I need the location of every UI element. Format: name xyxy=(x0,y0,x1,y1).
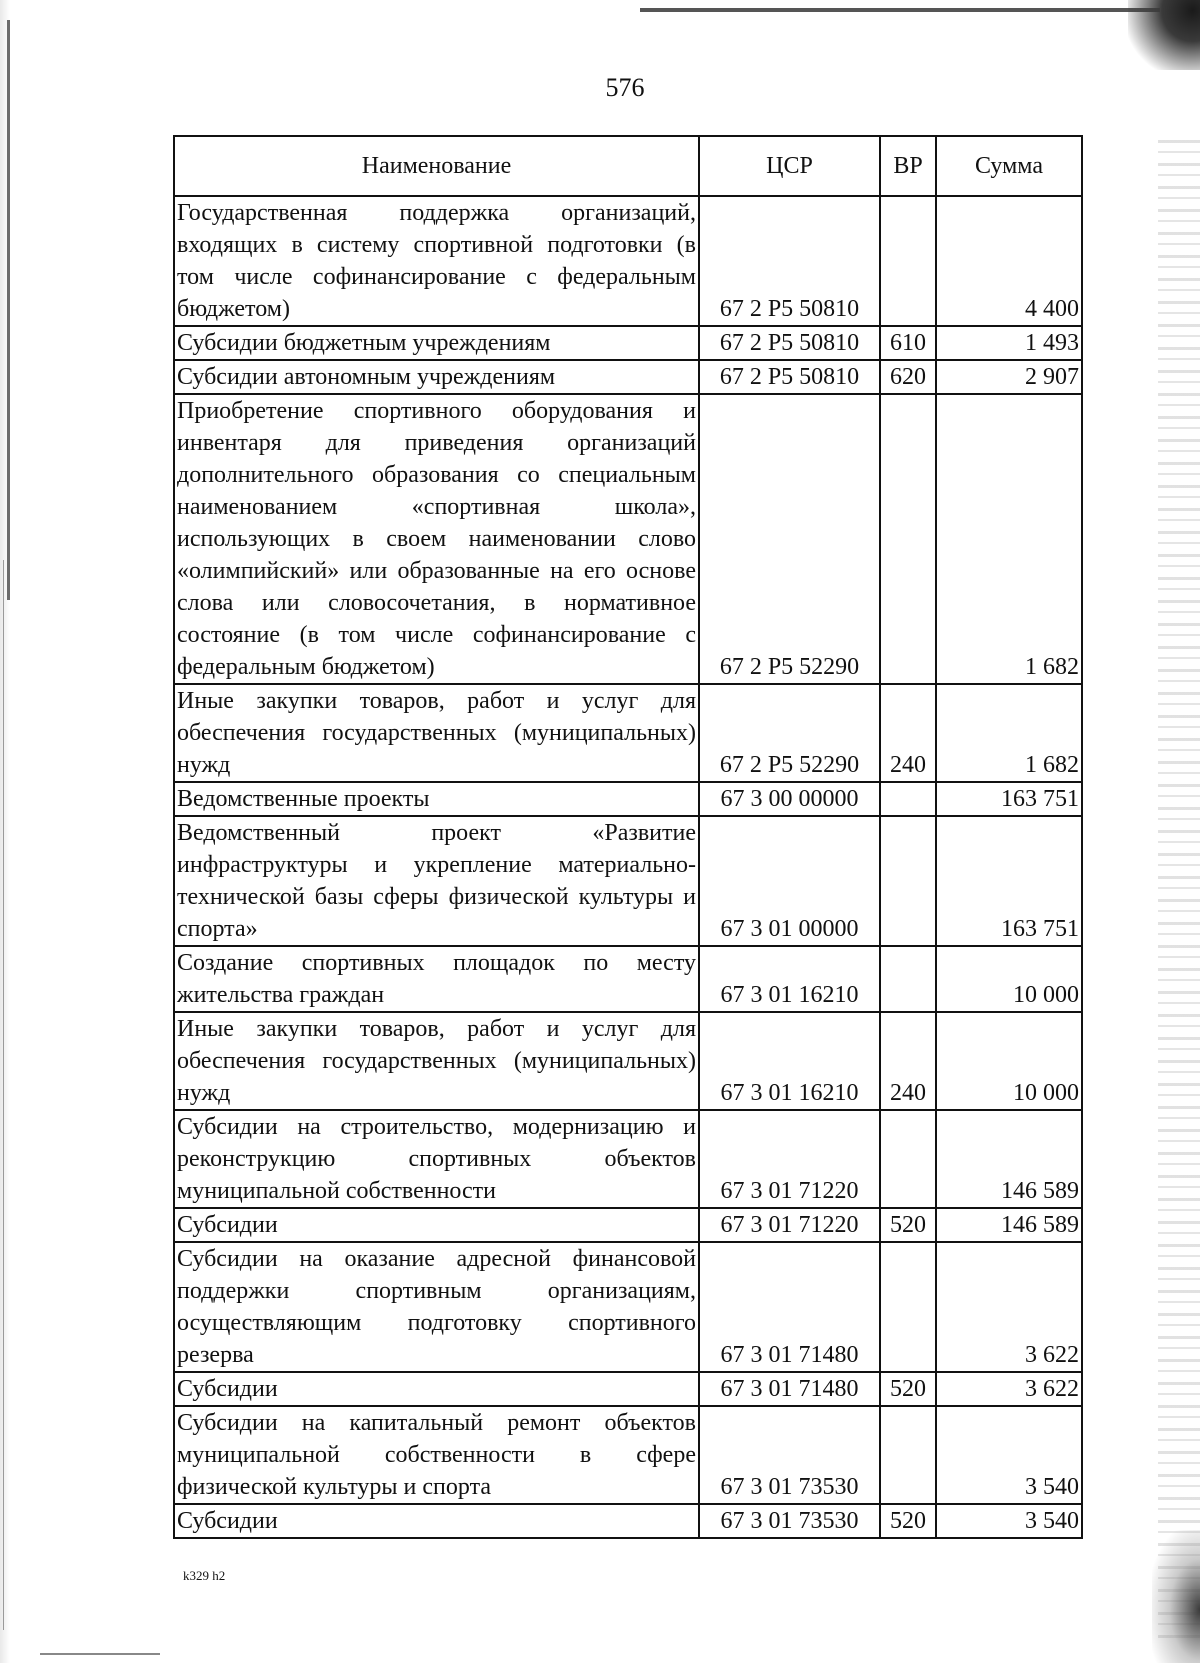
cell-csr: 67 3 01 00000 xyxy=(699,816,880,946)
header-vr: ВР xyxy=(880,136,936,196)
scan-bottom-mark xyxy=(40,1653,160,1655)
cell-sum: 3 622 xyxy=(936,1242,1082,1372)
cell-vr: 620 xyxy=(880,360,936,394)
cell-sum: 146 589 xyxy=(936,1110,1082,1208)
cell-csr: 67 2 P5 50810 xyxy=(699,196,880,326)
table-row xyxy=(174,1406,1082,1504)
cell-sum: 3 540 xyxy=(936,1504,1082,1538)
cell-name: Субсидии xyxy=(174,1372,699,1406)
header-sum: Сумма xyxy=(936,136,1082,196)
table-row xyxy=(174,360,1082,394)
cell-sum: 4 400 xyxy=(936,196,1082,326)
cell-sum: 3 540 xyxy=(936,1406,1082,1504)
cell-csr: 67 2 P5 52290 xyxy=(699,394,880,684)
cell-name: Ведомственный проект «Развитие инфраструктуры и укрепление материально-технической базы сферы физической культуры и спорта» xyxy=(174,816,699,946)
cell-sum: 3 622 xyxy=(936,1372,1082,1406)
table-row xyxy=(174,816,1082,946)
table-row xyxy=(174,782,1082,816)
table-row xyxy=(174,1208,1082,1242)
cell-vr: 520 xyxy=(880,1208,936,1242)
cell-sum: 163 751 xyxy=(936,782,1082,816)
cell-name: Субсидии бюджетным учреждениям xyxy=(174,326,699,360)
cell-name: Субсидии xyxy=(174,1208,699,1242)
cell-vr xyxy=(880,196,936,326)
table-row xyxy=(174,1110,1082,1208)
cell-vr: 240 xyxy=(880,1012,936,1110)
table-row xyxy=(174,684,1082,782)
cell-sum: 163 751 xyxy=(936,816,1082,946)
footer-code: k329 h2 xyxy=(183,1568,226,1583)
budget-table xyxy=(173,135,1083,1539)
table-row xyxy=(174,326,1082,360)
cell-sum: 1 682 xyxy=(936,684,1082,782)
table-header-row xyxy=(174,136,1082,196)
cell-name: Государственная поддержка организаций, входящих в систему спортивной подготовки (в том числе софинансирование с федеральным бюджетом) xyxy=(174,196,699,326)
cell-vr xyxy=(880,394,936,684)
scan-corner-shadow xyxy=(1128,0,1200,70)
table-row xyxy=(174,1012,1082,1110)
cell-name: Субсидии на строительство, модернизацию и реконструкцию спортивных объектов муниципальной собственности xyxy=(174,1110,699,1208)
cell-csr: 67 3 01 16210 xyxy=(699,946,880,1012)
cell-vr xyxy=(880,816,936,946)
cell-csr: 67 3 01 71220 xyxy=(699,1208,880,1242)
cell-vr xyxy=(880,1406,936,1504)
cell-vr xyxy=(880,782,936,816)
cell-vr: 610 xyxy=(880,326,936,360)
page-number: 576 xyxy=(605,73,645,102)
cell-name: Иные закупки товаров, работ и услуг для обеспечения государственных (муниципальных) нужд xyxy=(174,1012,699,1110)
scan-left-thin-line xyxy=(3,560,4,1630)
cell-csr: 67 3 00 00000 xyxy=(699,782,880,816)
cell-vr: 240 xyxy=(880,684,936,782)
cell-csr: 67 3 01 73530 xyxy=(699,1504,880,1538)
scan-right-bottom-shadow xyxy=(1152,1530,1200,1663)
cell-vr xyxy=(880,1110,936,1208)
table-row xyxy=(174,1242,1082,1372)
table-row xyxy=(174,1504,1082,1538)
header-csr: ЦСР xyxy=(699,136,880,196)
cell-name: Создание спортивных площадок по месту жительства граждан xyxy=(174,946,699,1012)
cell-csr: 67 3 01 71480 xyxy=(699,1242,880,1372)
cell-csr: 67 3 01 73530 xyxy=(699,1406,880,1504)
table-row xyxy=(174,196,1082,326)
cell-name: Субсидии xyxy=(174,1504,699,1538)
cell-vr: 520 xyxy=(880,1504,936,1538)
cell-sum: 10 000 xyxy=(936,1012,1082,1110)
cell-name: Ведомственные проекты xyxy=(174,782,699,816)
cell-vr xyxy=(880,946,936,1012)
cell-csr: 67 2 P5 50810 xyxy=(699,360,880,394)
cell-sum: 1 493 xyxy=(936,326,1082,360)
cell-csr: 67 3 01 71220 xyxy=(699,1110,880,1208)
cell-sum: 10 000 xyxy=(936,946,1082,1012)
scan-right-edge-noise xyxy=(1158,140,1200,1640)
cell-sum: 146 589 xyxy=(936,1208,1082,1242)
cell-name: Субсидии на оказание адресной финансовой поддержки спортивным организациям, осуществляющим подготовку спортивного резерва xyxy=(174,1242,699,1372)
cell-vr xyxy=(880,1242,936,1372)
scan-left-edge-mark xyxy=(7,20,10,600)
scan-top-edge-line xyxy=(640,8,1160,12)
cell-csr: 67 2 P5 52290 xyxy=(699,684,880,782)
cell-name: Приобретение спортивного оборудования и инвентаря для приведения организаций дополнительного образования со специальным наименованием «спортивная школа», использующих в своем наименовании слово «олимпийский» или образованные на его основе слова или словосочетания, в нормативное состояние (в том числе софинансирование с федеральным бюджетом) xyxy=(174,394,699,684)
table-row xyxy=(174,946,1082,1012)
table-row xyxy=(174,394,1082,684)
cell-name: Субсидии автономным учреждениям xyxy=(174,360,699,394)
table-row xyxy=(174,1372,1082,1406)
header-name: Наименование xyxy=(174,136,699,196)
cell-csr: 67 3 01 71480 xyxy=(699,1372,880,1406)
cell-name: Иные закупки товаров, работ и услуг для обеспечения государственных (муниципальных) нужд xyxy=(174,684,699,782)
cell-sum: 1 682 xyxy=(936,394,1082,684)
cell-name: Субсидии на капитальный ремонт объектов муниципальной собственности в сфере физической культуры и спорта xyxy=(174,1406,699,1504)
cell-vr: 520 xyxy=(880,1372,936,1406)
cell-csr: 67 3 01 16210 xyxy=(699,1012,880,1110)
cell-sum: 2 907 xyxy=(936,360,1082,394)
cell-csr: 67 2 P5 50810 xyxy=(699,326,880,360)
